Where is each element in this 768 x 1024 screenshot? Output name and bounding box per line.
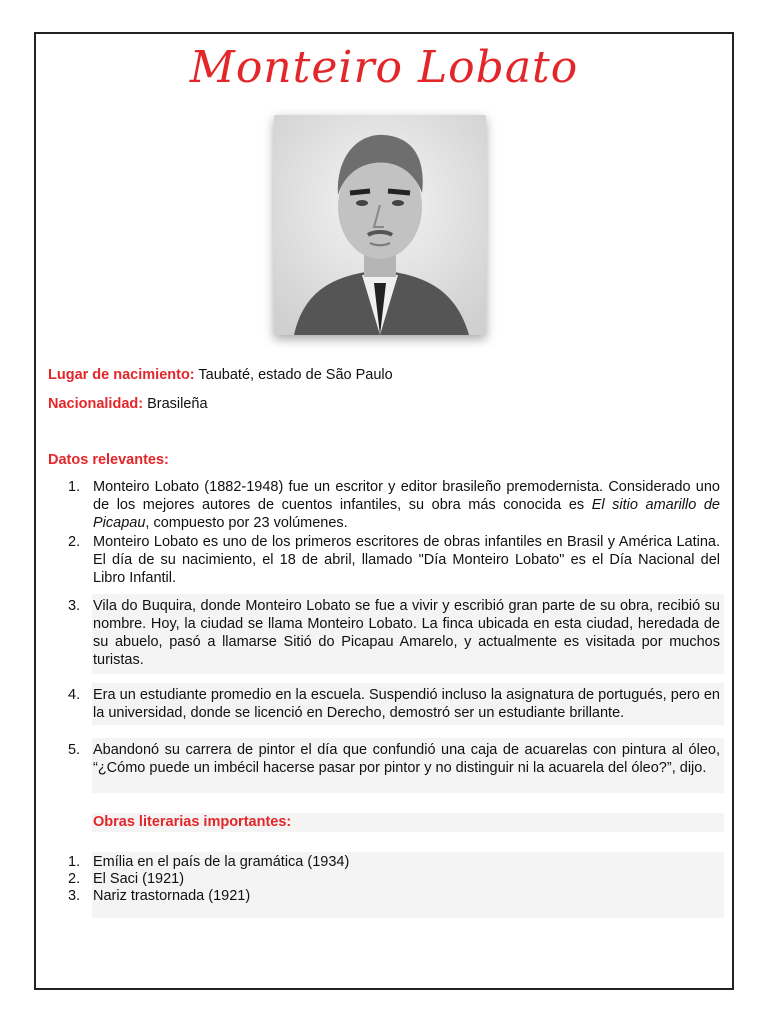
obras-heading: Obras literarias importantes:	[93, 814, 292, 830]
item-number: 4.	[68, 687, 81, 703]
item-number: 2.	[68, 534, 81, 550]
birthplace-value: Taubaté, estado de São Paulo	[194, 367, 393, 383]
item-text: Abandonó su carrera de pintor el día que confundió una caja de acuarelas con pintura al óleo, “¿Cómo puede un imbécil hacerse pasar por pintor y no distinguir ni la acuarela del óleo?”, dijo.	[93, 742, 720, 776]
list-item	[68, 741, 720, 777]
list-item	[68, 597, 720, 669]
work-item: 1. Emília en el país de la gramática (1934)	[68, 854, 350, 870]
item-text: Monteiro Lobato (1882-1948) fue un escritor y editor brasileño premodernista. Considerado uno de los mejores autores de cuentos infantiles, su obra más conocida es El sitio amarillo de Picapau, compuesto por 23 volúmenes.	[93, 479, 720, 531]
item-text: Era un estudiante promedio en la escuela. Suspendió incluso la asignatura de portugués, pero en la universidad, donde se licenció en Derecho, demostró ser un estudiante brillante.	[93, 687, 720, 721]
birthplace-label: Lugar de nacimiento:	[48, 367, 195, 383]
datos-heading: Datos relevantes:	[48, 452, 169, 468]
item-text: Monteiro Lobato es uno de los primeros escritores de obras infantiles en Brasil y América Latina. El día de su nacimiento, el 18 de abril, llamado "Día Monteiro Lobato" es el Día Nacional del Libro Infantil.	[93, 534, 720, 586]
portrait-photo	[274, 115, 486, 335]
item-number: 1.	[68, 479, 81, 495]
list-item	[68, 478, 720, 532]
item-text: Vila do Buquira, donde Monteiro Lobato se fue a vivir y escribió gran parte de su obra, recibió su nombre. Hoy, la ciudad se llama Monteiro Lobato. La finca ubicada en esta ciudad, heredada de su abuelo, pasó a llamarse Sitió do Picapau Amarelo, y actualmente es visitada por muchos turistas.	[93, 598, 720, 668]
item-number: 5.	[68, 742, 81, 758]
nationality-field	[48, 396, 208, 412]
birthplace-field	[48, 367, 393, 383]
work-item: 2. El Saci (1921)	[68, 871, 185, 887]
list-item	[68, 533, 720, 587]
item-number: 3.	[68, 598, 81, 614]
page-title: Monteiro Lobato	[189, 42, 579, 93]
work-item: 3. Nariz trastornada (1921)	[68, 888, 251, 904]
nationality-label: Nacionalidad:	[48, 396, 144, 412]
list-item	[68, 686, 720, 722]
nationality-value: Brasileña	[143, 396, 208, 412]
